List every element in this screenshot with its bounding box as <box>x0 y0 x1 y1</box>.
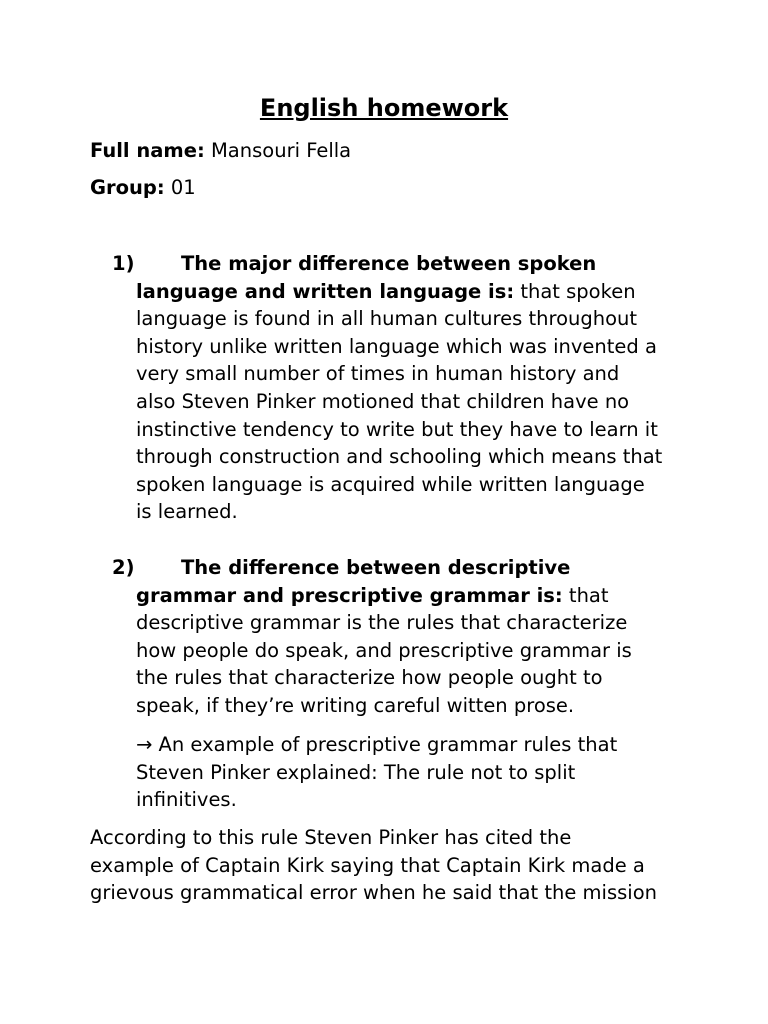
question-2-line-2-bold: grammar and prescriptive grammar is: <box>136 583 563 607</box>
full-name-label: Full name: <box>90 139 205 162</box>
question-1-line-6: also Steven Pinker motioned that children have no <box>136 389 630 413</box>
question-1-line-10: is learned. <box>136 500 238 524</box>
question-1-line-5: very small number of times in human history and <box>136 362 620 386</box>
question-1-line-2 <box>136 278 696 306</box>
closing-line-1: According to this rule Steven Pinker has cited the <box>90 826 572 849</box>
full-name-value: Mansouri Fella <box>210 139 352 162</box>
question-2-line-3: descriptive grammar is the rules that characterize <box>136 611 628 635</box>
question-1-line-2-text: that spoken <box>514 279 636 303</box>
question-1-line-1-bold: The major difference between spoken <box>181 252 597 275</box>
question-2-line-4: how people do speak, and prescriptive grammar is <box>136 638 632 662</box>
question-2-line-2 <box>136 582 696 610</box>
example-line-2: Steven Pinker explained: The rule not to split <box>136 760 576 784</box>
question-1-line-8: through construction and schooling which means that <box>136 445 663 469</box>
closing-line-2: example of Captain Kirk saying that Captain Kirk made a <box>90 853 645 877</box>
group-value: 01 <box>170 176 196 199</box>
group-line <box>90 174 196 202</box>
question-1-line-7: instinctive tendency to write but they have to learn it <box>136 417 658 441</box>
full-name-line <box>90 137 351 165</box>
example-block <box>136 731 696 814</box>
question-2-number: 2) <box>112 556 135 579</box>
closing-paragraph <box>90 824 710 907</box>
closing-line-3: grievous grammatical error when he said that the mission <box>90 881 657 905</box>
question-1-line-1 <box>136 250 696 278</box>
question-2-line-2-text: that <box>562 583 609 607</box>
example-line-1: → An example of prescriptive grammar rules that <box>136 733 618 756</box>
question-2-line-1 <box>136 554 696 582</box>
question-1-line-3: language is found in all human cultures throughout <box>136 307 638 331</box>
document-title: English homework <box>259 94 509 122</box>
question-1-line-4: history unlike written language which was invented a <box>136 334 657 358</box>
question-1 <box>112 250 696 526</box>
example-line-3: infinitives. <box>136 788 237 812</box>
question-1-number: 1) <box>112 252 135 275</box>
question-2-line-5: the rules that characterize how people ought to <box>136 666 603 690</box>
question-1-line-9: spoken language is acquired while written language <box>136 472 645 496</box>
question-2-line-6: speak, if they’re writing careful witten prose. <box>136 693 575 717</box>
group-label: Group: <box>90 176 165 199</box>
question-1-line-2-bold: language and written language is: <box>136 279 515 303</box>
question-2 <box>112 554 696 720</box>
question-2-line-1-bold: The difference between descriptive <box>181 556 571 579</box>
